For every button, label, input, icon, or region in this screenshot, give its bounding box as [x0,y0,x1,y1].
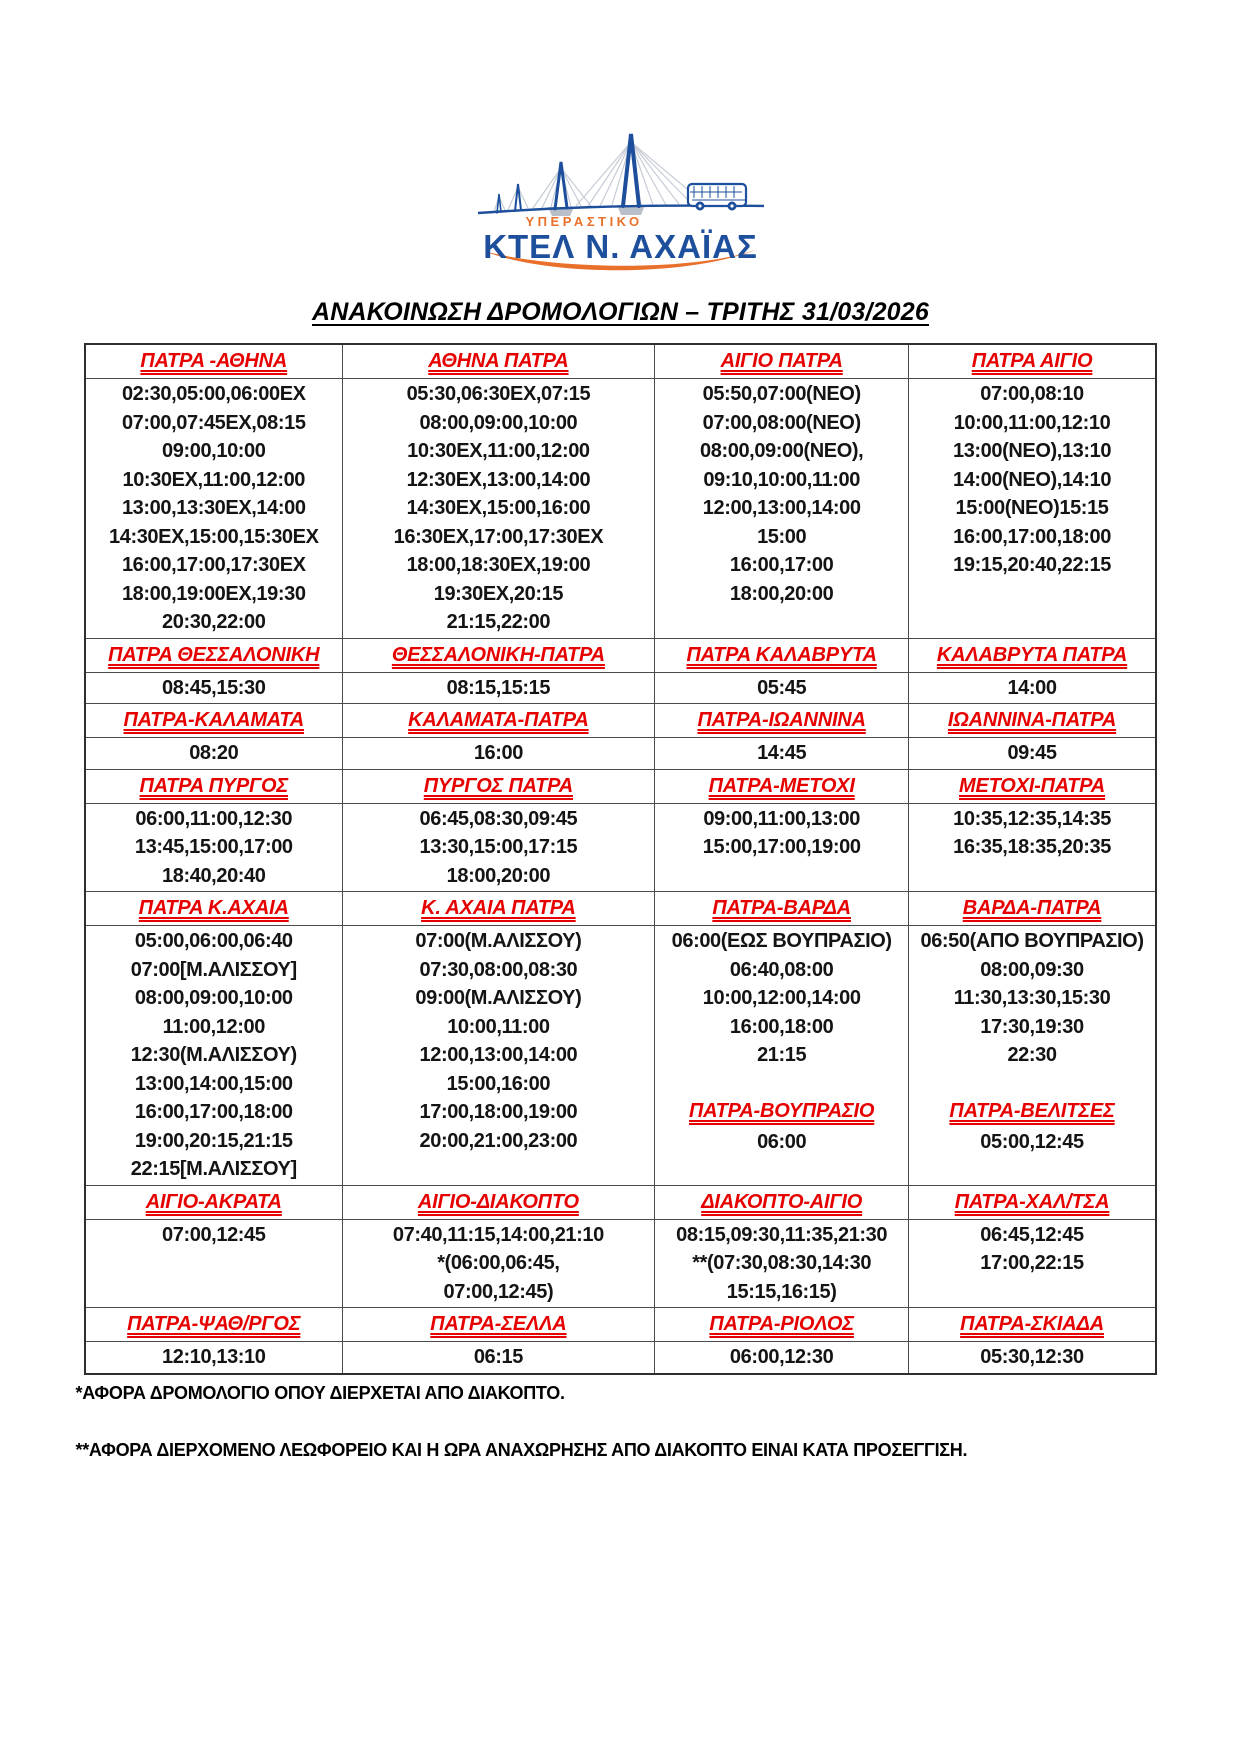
route-name: ΘΕΣΣΑΛΟΝΙΚΗ-ΠΑΤΡΑ [391,643,605,666]
time-line: 08:45,15:30 [162,676,266,699]
time-line: 07:00,08:10 [980,383,1084,405]
route-header-cell [655,344,909,379]
route-name: ΑΙΓΙΟ ΠΑΤΡΑ [720,350,843,372]
sub-route-header [657,1098,906,1128]
times-cell [655,1342,909,1374]
time-line: 11:00,12:00 [162,1015,265,1038]
route-name: ΠΥΡΓΟΣ ΠΑΤΡΑ [423,774,573,797]
route-name: ΠΑΤΡΑ ΑΙΓΙΟ [971,350,1093,372]
time-line: 02:30,05:00,06:00EX [121,383,306,405]
time-line: 15:00,17:00,19:00 [702,836,861,858]
times-cell [909,672,1156,704]
time-line: 06:00(ΕΩΣ ΒΟΥΠΡΑΣΙΟ) [671,930,892,952]
route-name: ΒΑΡΔΑ-ΠΑΤΡΑ [962,897,1102,919]
times-row [85,1342,1156,1374]
time-line: 21:15,22:00 [446,611,551,633]
time-line: 07:00[Μ.ΑΛΙΣΣΟΥ] [130,958,297,981]
times-cell [909,926,1156,1186]
times-cell [342,1342,655,1374]
route-name: ΠΑΤΡΑ ΠΥΡΓΟΣ [139,774,289,797]
route-name: ΙΩΑΝΝΙΝΑ-ΠΑΤΡΑ [947,709,1117,731]
times-cell [342,672,655,704]
time-line: 15:15,16:15) [726,1280,837,1303]
time-line: 07:00,08:00(ΝΕΟ) [702,411,861,434]
route-header-cell [655,638,909,672]
time-line: 19:00,20:15,21:15 [134,1129,293,1152]
time-line: 07:00,12:45 [162,1223,266,1246]
times-row [85,926,1156,1186]
time-line: 16:00,17:00,18:00 [134,1101,293,1123]
time-line: 12:00,13:00,14:00 [702,497,861,519]
times-cell [342,926,655,1186]
times-cell [85,379,342,639]
route-header-cell [342,892,655,926]
route-header-row [85,704,1156,738]
time-line: 20:00,21:00,23:00 [419,1129,578,1152]
route-header-cell [85,1185,342,1219]
times-cell [655,379,909,639]
bridge-cables [494,142,705,212]
time-line: 13:30,15:00,17:15 [419,836,578,858]
time-line: 15:00 [757,525,807,548]
time-line: 09:00(Μ.ΑΛΙΣΣΟΥ) [415,987,582,1009]
time-line: 05:45 [757,676,807,699]
time-line: 06:45,08:30,09:45 [419,807,578,830]
times-cell [85,738,342,770]
time-line: 07:00,07:45EX,08:15 [121,411,306,434]
time-line: 07:30,08:00,08:30 [419,958,578,981]
time-line: 13:00,13:30EX,14:00 [121,497,306,519]
route-header-cell [85,638,342,672]
ktel-logo [476,126,766,284]
route-header-cell [655,1308,909,1342]
route-name: ΠΑΤΡΑ-ΣΚΙΑΔΑ [960,1313,1104,1335]
time-line: 08:00,09:30 [980,958,1084,981]
route-header-cell [342,638,655,672]
route-name: ΠΑΤΡΑ-ΒΕΛΙΤΣΕΣ [949,1100,1115,1122]
route-name: ΚΑΛΑΒΡΥΤΑ ΠΑΤΡΑ [936,643,1128,666]
time-line: 05:30,12:30 [980,1346,1084,1368]
time-line: 08:15,15:15 [446,676,551,699]
time-line: 09:45 [1007,742,1057,764]
blank-line [911,1070,1153,1099]
route-header-cell [342,704,655,738]
route-header-cell [909,892,1156,926]
time-line: 16:30EX,17:00,17:30EX [393,525,604,548]
route-name: ΠΑΤΡΑ-ΚΑΛΑΜΑΤΑ [123,709,304,731]
route-name: ΜΕΤΟΧΙ-ΠΑΤΡΑ [959,774,1106,797]
route-name: ΠΑΤΡΑ ΚΑΛΑΒΡΥΤΑ [686,643,877,666]
time-line: 10:35,12:35,14:35 [953,807,1111,830]
footnotes [76,1383,1166,1461]
bus-icon [688,184,746,211]
time-line: 09:10,10:00,11:00 [703,468,860,491]
time-line: 16:00 [473,742,523,764]
times-cell [655,672,909,704]
times-row [85,672,1156,704]
time-line: 12:30(Μ.ΑΛΙΣΣΟΥ) [130,1044,297,1066]
time-line: 10:00,12:00,14:00 [702,987,861,1009]
times-row [85,738,1156,770]
time-line: 06:15 [473,1346,523,1368]
time-line: 08:00,09:00,10:00 [419,411,578,434]
route-header-row [85,344,1156,379]
time-line: 16:35,18:35,20:35 [953,836,1111,858]
time-line: 16:00,18:00 [729,1015,834,1038]
time-line: 07:00(Μ.ΑΛΙΣΣΟΥ) [415,930,582,952]
times-cell [655,803,909,892]
time-line: 18:00,18:30EX,19:00 [406,554,591,576]
time-line: 18:40,20:40 [162,864,266,887]
time-line: 13:00(ΝΕΟ),13:10 [952,440,1112,462]
time-line: 16:00,17:00 [729,554,834,576]
time-line: 17:30,19:30 [980,1015,1084,1038]
time-line: 05:00,12:45 [980,1130,1084,1153]
times-cell [655,1219,909,1308]
bridge-bus-icon [476,126,766,218]
times-cell [85,1342,342,1374]
route-header-cell [655,892,909,926]
route-header-cell [85,1308,342,1342]
route-name: ΠΑΤΡΑ-ΧΑΛ/ΤΣΑ [954,1190,1110,1213]
time-line: 06:00,12:30 [729,1346,834,1368]
time-line: 10:00,11:00,12:10 [953,411,1111,434]
times-cell [85,803,342,892]
route-name: ΠΑΤΡΑ -ΑΘΗΝΑ [140,350,288,372]
time-line: 21:15 [757,1044,807,1066]
route-name: ΠΑΤΡΑ-ΨΑΘ/ΡΓΟΣ [127,1313,301,1335]
time-line: 14:30EX,15:00,15:30EX [109,525,319,548]
sub-route-header [911,1098,1153,1128]
schedule-table-body [85,344,1156,1374]
footnote-double-asterisk: **ΑΦΟΡΑ ΔΙΕΡΧΟΜΕΝΟ ΛΕΩΦΟΡΕΙΟ ΚΑΙ Η ΩΡΑ ΑΝΑΧΩΡΗΣΗΣ ΑΠΟ ΔΙΑΚΟΠΤΟ ΕΙΝΑΙ ΚΑΤΑ ΠΡΟΣΕΓΓΙΣΗ. [75,1439,968,1460]
time-line: 06:50(ΑΠΟ ΒΟΥΠΡΑΣΙΟ) [920,930,1144,952]
time-line: *(06:00,06:45, [437,1252,560,1274]
route-header-row [85,892,1156,926]
page-title: ΑΝΑΚΟΙΝΩΣΗ ΔΡΟΜΟΛΟΓΙΩΝ – ΤΡΙΤΗΣ 31/03/2026 [312,298,929,326]
time-line: 07:40,11:15,14:00,21:10 [392,1223,604,1246]
route-header-cell [85,892,342,926]
time-line: 05:50,07:00(ΝΕΟ) [702,383,861,405]
time-line: 15:00,16:00 [446,1072,551,1095]
route-header-cell [342,1185,655,1219]
time-line: 13:00,14:00,15:00 [134,1072,293,1095]
bridge-pylons [497,134,639,213]
schedule-table [84,343,1157,1375]
route-header-cell [342,769,655,803]
time-line: 07:00,12:45) [443,1280,554,1303]
blank-line [657,1070,906,1099]
time-line: 08:15,09:30,11:35,21:30 [676,1223,888,1246]
time-line: 17:00,18:00,19:00 [419,1101,578,1123]
times-cell [909,1342,1156,1374]
time-line: 14:00 [1007,676,1057,699]
time-line: 05:00,06:00,06:40 [134,930,293,952]
time-line: 10:30EX,11:00,12:00 [407,440,590,462]
times-cell [909,379,1156,639]
times-cell [85,926,342,1186]
times-cell [909,803,1156,892]
route-name: ΑΙΓΙΟ-ΔΙΑΚΟΠΤΟ [417,1190,579,1213]
route-header-cell [342,344,655,379]
route-header-row [85,1185,1156,1219]
route-header-cell [909,344,1156,379]
route-header-row [85,769,1156,803]
time-line: 19:30EX,20:15 [433,582,564,605]
route-name: ΑΙΓΙΟ-ΑΚΡΑΤΑ [145,1190,282,1213]
time-line: 09:00,10:00 [162,440,266,462]
time-line: 10:30EX,11:00,12:00 [122,468,306,491]
times-cell [655,926,909,1186]
times-cell [342,379,655,639]
route-header-cell [909,769,1156,803]
time-line: 18:00,19:00EX,19:30 [121,582,306,605]
time-line: 18:00,20:00 [729,582,834,605]
time-line: 05:30,06:30EX,07:15 [406,383,591,405]
route-header-cell [655,1185,909,1219]
route-name: Κ. ΑΧΑΙΑ ΠΑΤΡΑ [421,897,576,919]
time-line: 12:10,13:10 [162,1346,266,1368]
route-name: ΔΙΑΚΟΠΤΟ-ΑΙΓΙΟ [701,1190,863,1213]
logo-tagline: ΥΠΕΡΑΣΤΙΚΟ [525,214,643,229]
time-line: 06:45,12:45 [980,1223,1084,1246]
time-line: 08:00,09:00(ΝΕΟ), [700,440,864,462]
times-cell [655,738,909,770]
time-line: 20:30,22:00 [162,611,266,633]
time-line: 14:00(ΝΕΟ),14:10 [952,468,1112,491]
route-header-cell [85,769,342,803]
route-header-cell [342,1308,655,1342]
route-header-cell [85,344,342,379]
times-row [85,1219,1156,1308]
times-cell [909,1219,1156,1308]
route-name: ΠΑΤΡΑ-ΣΕΛΛΑ [430,1313,567,1335]
route-header-cell [909,1185,1156,1219]
time-line: 12:00,13:00,14:00 [419,1044,578,1066]
time-line: 17:00,22:15 [980,1252,1084,1274]
time-line: 19:15,20:40,22:15 [953,554,1111,576]
route-name: ΠΑΤΡΑ ΘΕΣΣΑΛΟΝΙΚΗ [108,643,320,666]
route-name: ΠΑΤΡΑ-ΡΙΟΛΟΣ [709,1313,854,1335]
route-header-cell [909,1308,1156,1342]
route-name: ΠΑΤΡΑ-ΒΟΥΠΡΑΣΙΟ [689,1100,875,1122]
time-line: 12:30EX,13:00,14:00 [406,468,591,491]
time-line: 08:00,09:00,10:00 [134,987,293,1009]
time-line: 22:30 [1007,1044,1057,1066]
time-line: 06:40,08:00 [729,958,834,981]
route-name: ΠΑΤΡΑ-ΒΑΡΔΑ [712,897,851,919]
route-header-cell [85,704,342,738]
time-line: 18:00,20:00 [446,864,551,887]
times-cell [342,738,655,770]
route-name: ΠΑΤΡΑ-ΜΕΤΟΧΙ [708,774,855,797]
times-row [85,379,1156,639]
footnote-single-asterisk: *ΑΦΟΡΑ ΔΡΟΜΟΛΟΓΙΟ ΟΠΟΥ ΔΙΕΡΧΕΤΑΙ ΑΠΟ ΔΙΑΚΟΠΤΟ. [75,1382,565,1403]
time-line: 06:00 [757,1130,807,1153]
time-line: 09:00,11:00,13:00 [703,807,860,830]
times-cell [909,738,1156,770]
route-name: ΠΑΤΡΑ-ΙΩΑΝΝΙΝΑ [697,709,866,731]
time-line: 10:00,11:00 [447,1015,550,1038]
route-name: ΠΑΤΡΑ Κ.ΑΧΑΙΑ [138,897,289,919]
time-line: 22:15[Μ.ΑΛΙΣΣΟΥ] [130,1158,297,1180]
times-row [85,803,1156,892]
time-line: 06:00,11:00,12:30 [135,807,293,830]
time-line: 08:20 [189,742,239,764]
time-line: **(07:30,08:30,14:30 [692,1252,872,1274]
route-header-cell [655,704,909,738]
time-line: 15:00(ΝΕΟ)15:15 [955,497,1109,519]
time-line: 11:30,13:30,15:30 [953,987,1111,1009]
route-header-cell [909,704,1156,738]
route-header-row [85,1308,1156,1342]
times-cell [85,672,342,704]
times-cell [342,1219,655,1308]
time-line: 16:00,17:00,17:30EX [121,554,306,576]
route-header-cell [909,638,1156,672]
route-header-row [85,638,1156,672]
time-line: 13:45,15:00,17:00 [134,836,293,858]
time-line: 14:30EX,15:00,16:00 [406,497,591,519]
time-line: 14:45 [757,742,807,764]
times-cell [342,803,655,892]
logo-name: ΚΤΕΛ Ν. ΑΧΑΪΑΣ [483,228,758,265]
time-line: 16:00,17:00,18:00 [953,525,1111,548]
route-name: ΑΘΗΝΑ ΠΑΤΡΑ [428,350,569,372]
times-cell [85,1219,342,1308]
route-header-cell [655,769,909,803]
route-name: ΚΑΛΑΜΑΤΑ-ΠΑΤΡΑ [408,709,589,731]
